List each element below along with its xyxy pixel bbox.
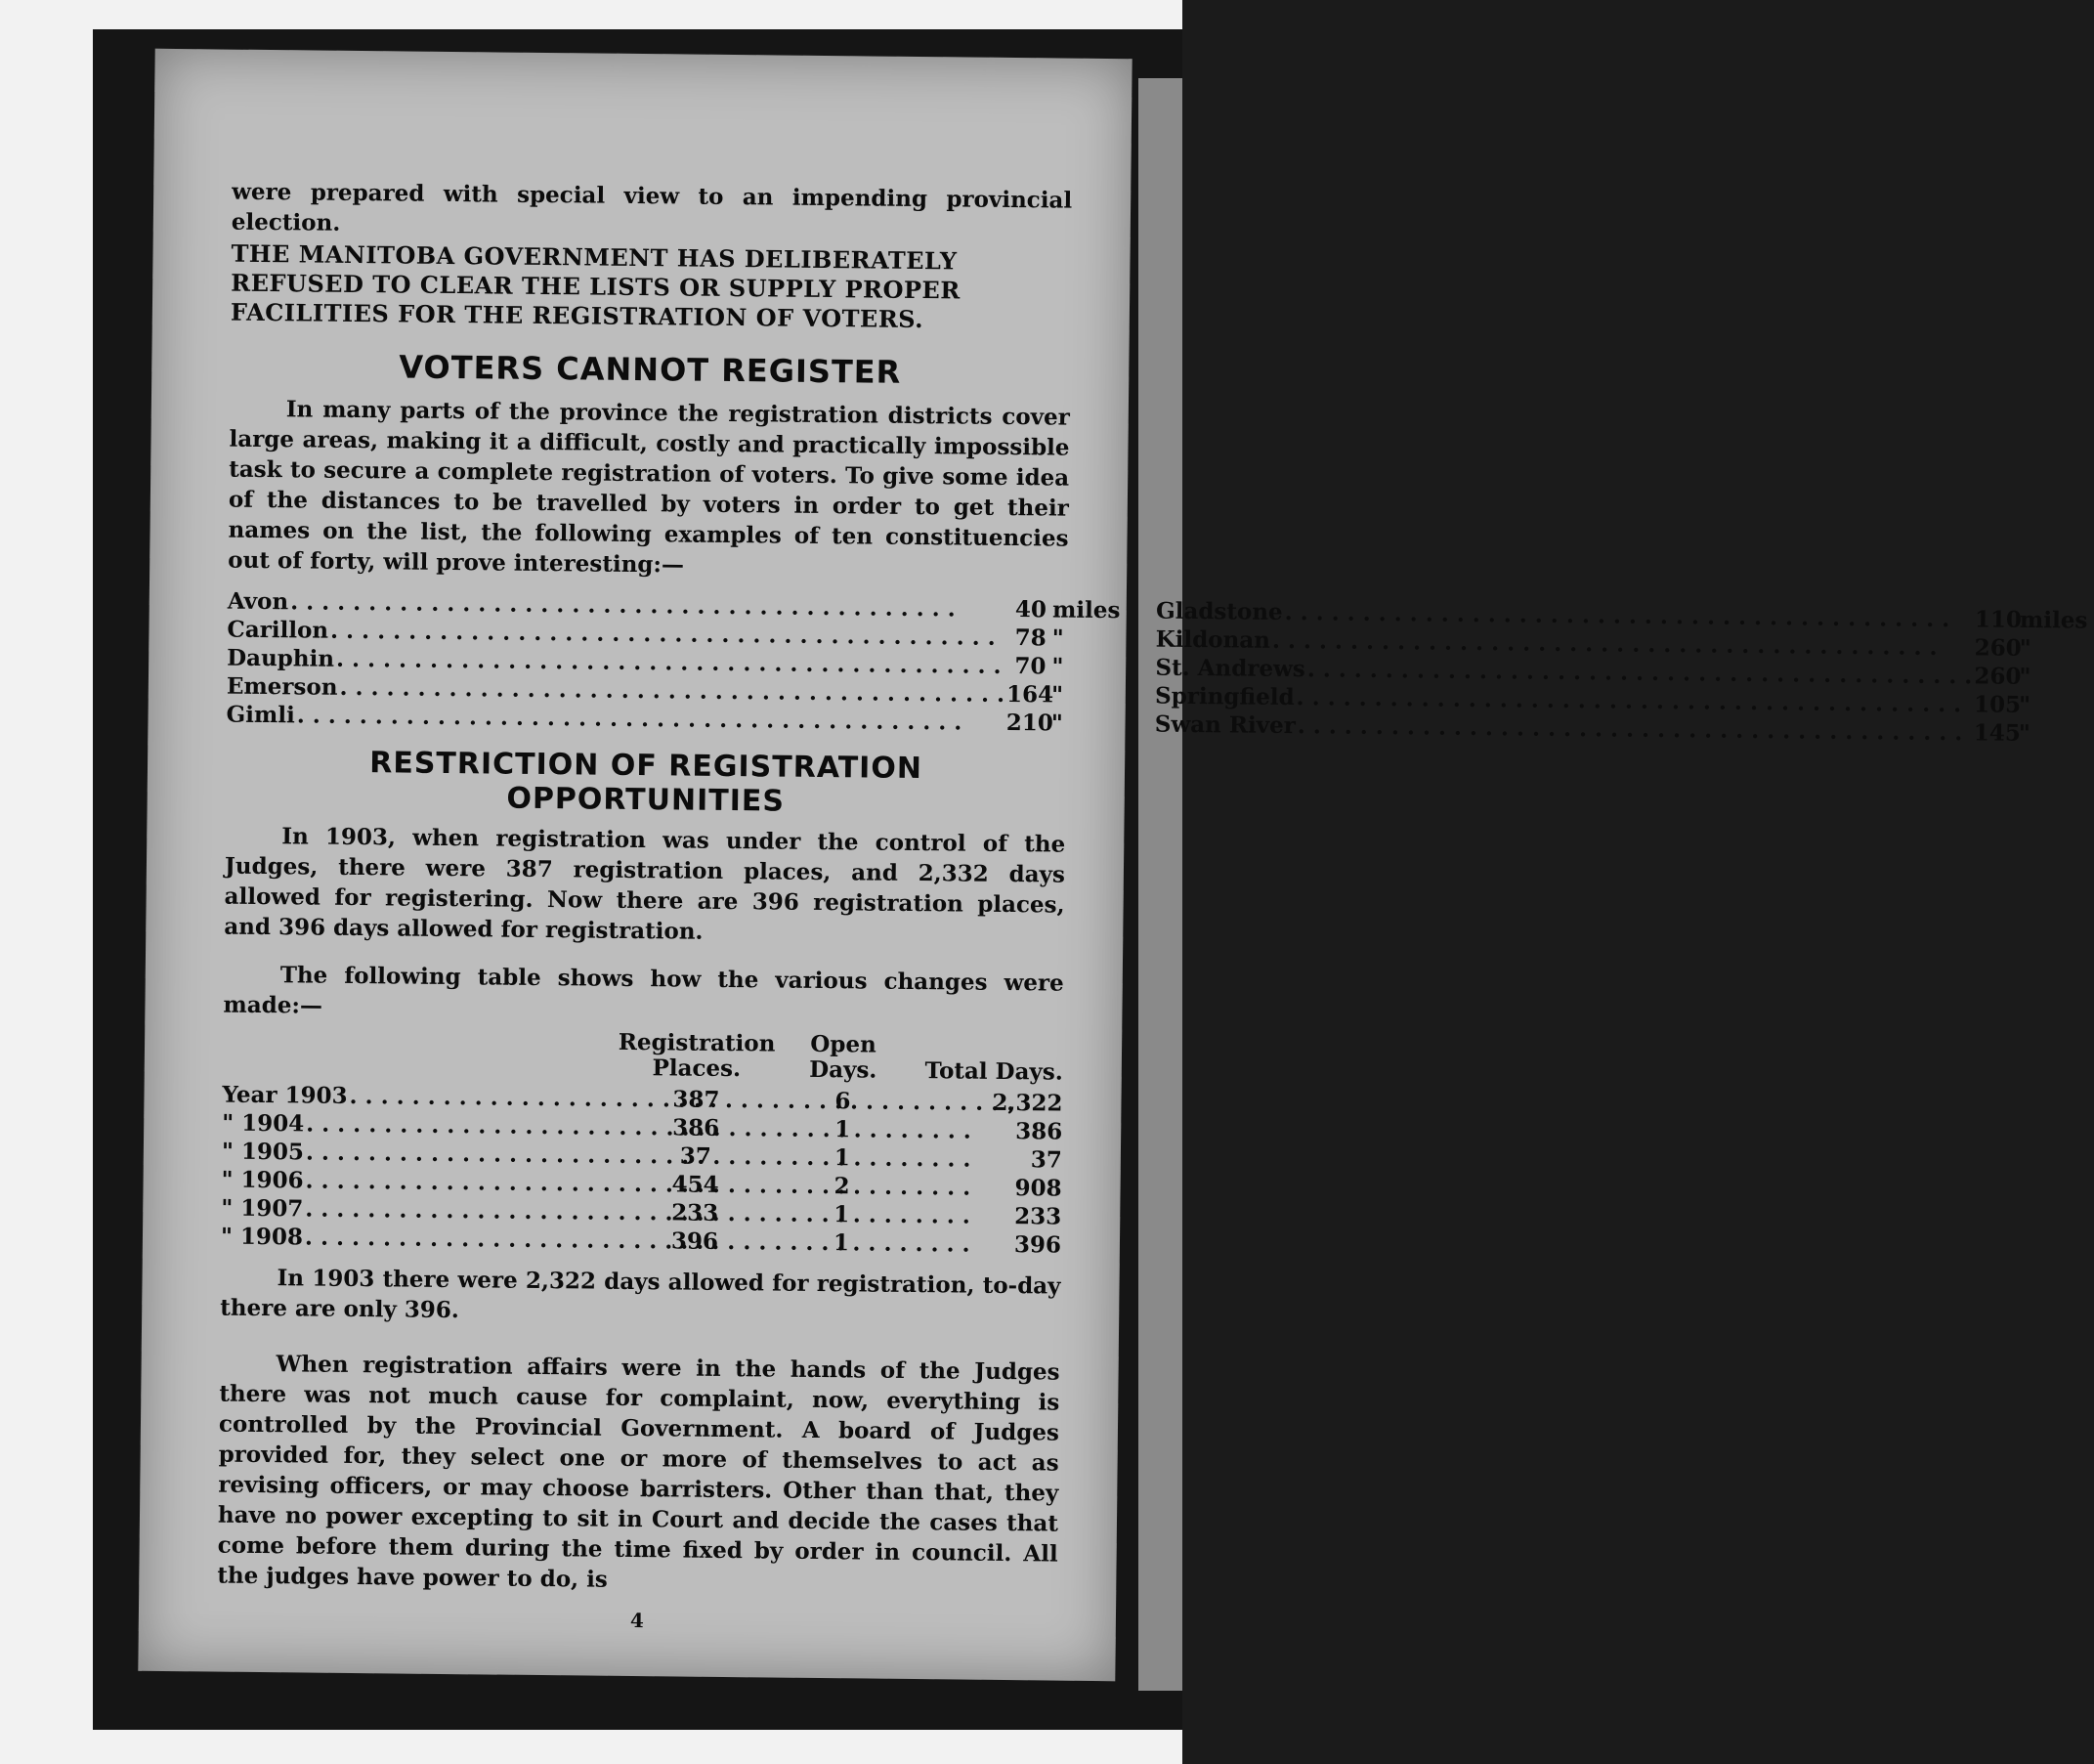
- closing-paragraph: When registration affairs were in the hands of the Judges there was not much cause for complaint, now, everything is controlled by the Provincial Government. A board of Judges provided for, they select one or more of themselves to act as revising officers, or may choose barristers. Other than that, they have no power excepting to sit in Court and decide the cases that come before them during the time fixed by order in council. All the judges have power to do, is: [217, 1351, 1060, 1593]
- distance-unit: miles: [2019, 606, 2088, 634]
- row-total-days: 396: [1013, 1231, 1062, 1259]
- distance-unit: ": [2018, 691, 2031, 718]
- header-total-days: Total Days.: [924, 1057, 1063, 1086]
- row-total-days: 233: [1014, 1203, 1062, 1230]
- row-total-days: 908: [1014, 1175, 1062, 1202]
- row-year: " 1905: [221, 1138, 305, 1166]
- distance-unit: ": [1051, 653, 1064, 680]
- row-open-days: 2: [833, 1173, 850, 1200]
- row-year: " 1907: [221, 1194, 304, 1223]
- row-total-days: 37: [1030, 1146, 1063, 1174]
- row-places: 454: [671, 1171, 719, 1198]
- table-header-row: [223, 1026, 1063, 1086]
- row-places: 37: [679, 1142, 712, 1170]
- registration-table: [221, 1026, 1063, 1260]
- after-table-paragraph: In 1903 there were 2,322 days allowed for registration, to-day there are only 396.: [220, 1265, 1061, 1324]
- voters-paragraph: In many parts of the province the registration districts cover large areas, making it a difficult, costly and practically impossible task to secure a complete registration of voters. To give some idea of the distances to be travelled by voters in order to get their names on the list, the following examples of ten constituencies out of forty, will prove interesting:—: [228, 396, 1070, 579]
- distance-miles: 164: [1005, 680, 1054, 709]
- distance-miles: 210: [1005, 709, 1053, 737]
- distance-unit: ": [2019, 663, 2031, 690]
- row-places: 396: [670, 1227, 719, 1255]
- document-page: [138, 49, 2088, 1681]
- constituency-name: Kildonan: [1155, 625, 1271, 654]
- distance-miles: 78: [1014, 624, 1047, 652]
- page-number: 4: [629, 1608, 644, 1633]
- distance-miles: 260: [1974, 663, 2022, 690]
- distance-miles: 105: [1973, 691, 2022, 718]
- row-open-days: 1: [833, 1144, 851, 1172]
- constituency-name: Springfield: [1154, 682, 1295, 711]
- row-total-days: 2,322: [992, 1089, 1063, 1117]
- header-places: Registration Places.: [618, 1028, 776, 1083]
- row-open-days: 6: [834, 1088, 851, 1115]
- constituency-name: St. Andrews: [1155, 654, 1305, 683]
- row-year: Year 1903: [222, 1081, 348, 1109]
- distance-unit: ": [2019, 634, 2031, 662]
- constituency-name: Gladstone: [1155, 597, 1283, 625]
- row-year: " 1904: [222, 1109, 305, 1138]
- distance-unit: miles: [1051, 596, 1121, 624]
- restriction-paragraph: In 1903, when registration was under the control of the Judges, there were 387 registration places, and 2,332 days allowed for registering. Now there are 396 registration places, and 396 days allowed for registration.: [224, 823, 1066, 945]
- distance-miles: 260: [1974, 634, 2022, 662]
- distance-miles: 40: [1014, 596, 1047, 624]
- row-year: " 1906: [221, 1166, 304, 1194]
- adjacent-page-edge: [1138, 78, 1182, 1691]
- constituency-name: Carillon: [227, 616, 329, 644]
- intro-caps-statement: THE MANITOBA GOVERNMENT HAS DELIBERATELY REFUSED TO CLEAR THE LISTS OR SUPPLY PROPER FACILITIES FOR THE REGISTRATION OF VOTERS.: [230, 238, 961, 334]
- row-places: 233: [671, 1199, 719, 1226]
- constituency-name: Swan River: [1154, 710, 1296, 740]
- row-open-days: 1: [833, 1229, 850, 1257]
- constituency-name: Gimli: [226, 701, 295, 729]
- row-open-days: 1: [833, 1201, 850, 1228]
- distance-unit: ": [1051, 624, 1064, 652]
- row-places: 386: [672, 1114, 720, 1141]
- header-open-days: Open Days.: [809, 1030, 877, 1084]
- intro-line: were prepared with special view to an impending provincial election.: [231, 178, 1073, 237]
- row-year: " 1908: [220, 1223, 304, 1251]
- constituency-name: Dauphin: [227, 644, 335, 672]
- distance-unit: ": [1050, 710, 1063, 737]
- constituency-name: Avon: [227, 587, 289, 616]
- distance-unit: ": [1050, 681, 1064, 709]
- row-total-days: 386: [1015, 1118, 1063, 1145]
- row-places: 387: [672, 1086, 720, 1113]
- distance-miles: 70: [1014, 653, 1047, 680]
- row-open-days: 1: [834, 1116, 851, 1143]
- distance-miles: 110: [1974, 606, 2023, 633]
- constituency-name: Emerson: [226, 672, 338, 701]
- heading-restriction: RESTRICTION OF REGISTRATION OPPORTUNITIES: [369, 746, 923, 819]
- table-intro: The following table shows how the various changes were made:—: [223, 962, 1064, 1019]
- distance-miles: 145: [1973, 719, 2021, 747]
- distances-list: [226, 587, 2088, 747]
- distance-unit: ": [2018, 719, 2030, 747]
- heading-voters-cannot-register: VOTERS CANNOT REGISTER: [399, 348, 902, 391]
- page-content: [217, 177, 2088, 1637]
